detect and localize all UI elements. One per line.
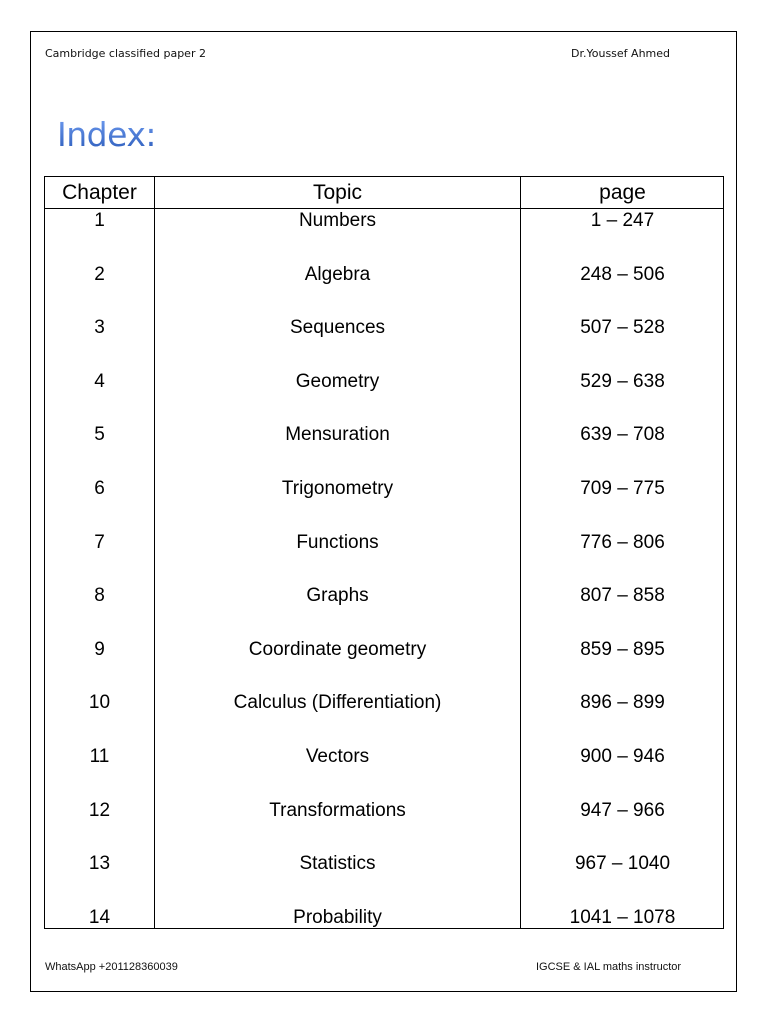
chapter-cell: 6 [94, 478, 105, 499]
chapter-cell: 14 [88, 907, 111, 928]
page-range-cell: 1 – 247 [590, 210, 655, 231]
column-header-chapter: Chapter [62, 181, 137, 204]
page-range-cell: 947 – 966 [580, 800, 665, 821]
page-range-cell: 639 – 708 [580, 424, 665, 445]
page-range-cell: 529 – 638 [580, 371, 665, 392]
page-range-cell: 896 – 899 [580, 692, 665, 713]
chapter-cell: 2 [94, 264, 105, 285]
page-range-cell: 248 – 506 [580, 264, 665, 285]
chapter-cell: 3 [94, 317, 105, 338]
topic-cell: Probability [293, 907, 382, 928]
topic-cell: Transformations [269, 800, 406, 821]
header-left-text: Cambridge classified paper 2 [45, 47, 206, 60]
page-range-cell: 967 – 1040 [574, 853, 671, 874]
topic-cell: Trigonometry [281, 478, 394, 499]
topic-cell: Sequences [289, 317, 386, 338]
chapter-cell: 11 [89, 746, 110, 767]
topic-cell: Algebra [304, 264, 371, 285]
page-range-cell: 507 – 528 [580, 317, 665, 338]
chapter-cell: 7 [94, 532, 105, 553]
page-range-cell: 900 – 946 [580, 746, 665, 767]
header-right-text: Dr.Youssef Ahmed [571, 47, 670, 60]
chapter-cell: 9 [94, 639, 105, 660]
chapter-cell: 4 [94, 371, 105, 392]
chapter-cell: 13 [88, 853, 111, 874]
topic-cell: Geometry [295, 371, 380, 392]
footer-left-text: WhatsApp +201128360039 [45, 961, 178, 973]
chapter-cell: 5 [94, 424, 105, 445]
chapter-cell: 12 [88, 800, 111, 821]
topic-cell: Vectors [305, 746, 370, 767]
page-range-cell: 1041 – 1078 [569, 907, 676, 928]
page-range-cell: 807 – 858 [580, 585, 665, 606]
topic-cell: Graphs [306, 585, 369, 606]
topic-cell: Coordinate geometry [248, 639, 427, 660]
index-table [44, 176, 724, 929]
chapter-cell: 10 [88, 692, 111, 713]
topic-cell: Calculus (Differentiation) [233, 692, 442, 713]
index-title: Index: [57, 115, 156, 154]
column-header-page: page [599, 181, 646, 204]
column-header-topic: Topic [312, 181, 363, 204]
topic-cell: Numbers [298, 210, 377, 231]
topic-cell: Functions [296, 532, 379, 553]
page-range-cell: 859 – 895 [580, 639, 665, 660]
topic-cell: Statistics [299, 853, 376, 874]
page-range-cell: 776 – 806 [580, 532, 665, 553]
footer-right-text: IGCSE & IAL maths instructor [536, 961, 682, 973]
page-range-cell: 709 – 775 [580, 478, 665, 499]
topic-cell: Mensuration [285, 424, 390, 445]
chapter-cell: 1 [94, 210, 105, 231]
chapter-cell: 8 [94, 585, 105, 606]
